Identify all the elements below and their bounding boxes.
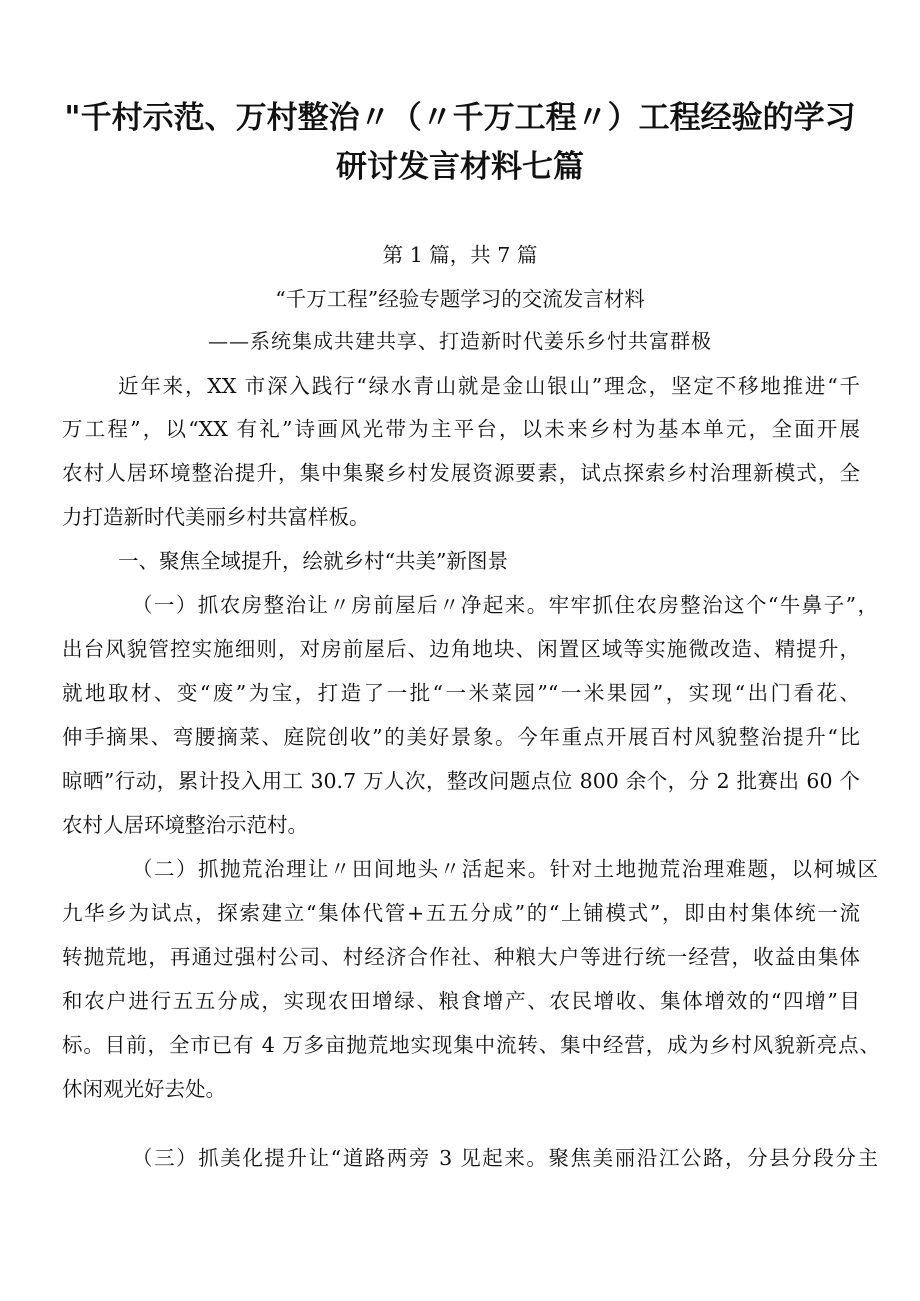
article-title: “千万工程”经验专题学习的交流发言材料 [275,287,645,311]
paragraph-line: 晾晒”行动，累计投入用工 30.7 万人次，整改问题点位 800 余个，分 2 批赛出 60 个 [62,769,860,793]
paragraph-line: 出台风貌管控实施细则，对房前屋后、边角地块、闲置区域等实施微改造、精提升， [62,637,860,661]
document-title-line-1: "千村示范、万村整治〃（〃千万工程〃）工程经验的学习 [64,100,856,136]
section-counter: 第 1 篇，共 7 篇 [382,243,538,267]
document-title-line-2: 研讨发言材料七篇 [336,149,584,185]
intro-line: 万工程”，以“XX 有礼”诗画风光带为主平台，以未来乡村为基本单元，全面开展 [62,417,860,441]
paragraph-line: 和农户进行五五分成，实现农田增绿、粮食增产、农民增收、集体增效的“四增”目 [62,989,860,1013]
paragraph-line: （一）抓农房整治让〃房前屋后〃净起来。牢牢抓住农房整治这个“牛鼻子”， [132,593,878,617]
article-subtitle: ——系统集成共建共享、打造新时代姜乐乡忖共富群极 [208,329,712,353]
paragraph-line: 休闲观光好去处。 [62,1077,226,1101]
intro-line: 近年来，XX 市深入践行“绿水青山就是金山银山”理念，坚定不移地推进“千 [118,374,860,398]
paragraph-line: 转抛荒地，再通过强村公司、村经济合作社、种粮大户等进行统一经营，收益由集体 [62,945,860,969]
paragraph-line: 就地取材、变“废”为宝，打造了一批“一米菜园”“一米果园”，实现“出门看花、 [62,681,860,705]
paragraph-line: 标。目前，全市已有 4 万多亩抛荒地实现集中流转、集中经营，成为乡村风貌新亮点、 [62,1033,880,1057]
paragraph-line: 农村人居环境整治示范村。 [62,813,308,837]
paragraph-line: 伸手摘果、弯腰摘菜、庭院创收”的美好景象。今年重点开展百村风貌整治提升“比 [62,725,860,749]
paragraph-line: 九华乡为试点，探索建立“集体代管+五五分成”的“上铺模式”，即由村集体统一流 [62,901,860,925]
paragraph-line: （二）抓抛荒治理让〃田间地头〃活起来。针对土地抛荒治理难题，以柯城区 [132,857,878,881]
intro-line: 力打造新时代美丽乡村共富样板。 [62,505,370,529]
paragraph-line: （三）抓美化提升让“道路两旁 3 见起来。聚焦美丽沿江公路，分县分段分主 [132,1146,878,1170]
intro-line: 农村人居环境整治提升，集中集聚乡村发展资源要素，试点探索乡村治理新模式，全 [62,461,860,485]
section-heading: 一、聚焦全域提升，绘就乡村“共美”新图景 [118,549,508,573]
